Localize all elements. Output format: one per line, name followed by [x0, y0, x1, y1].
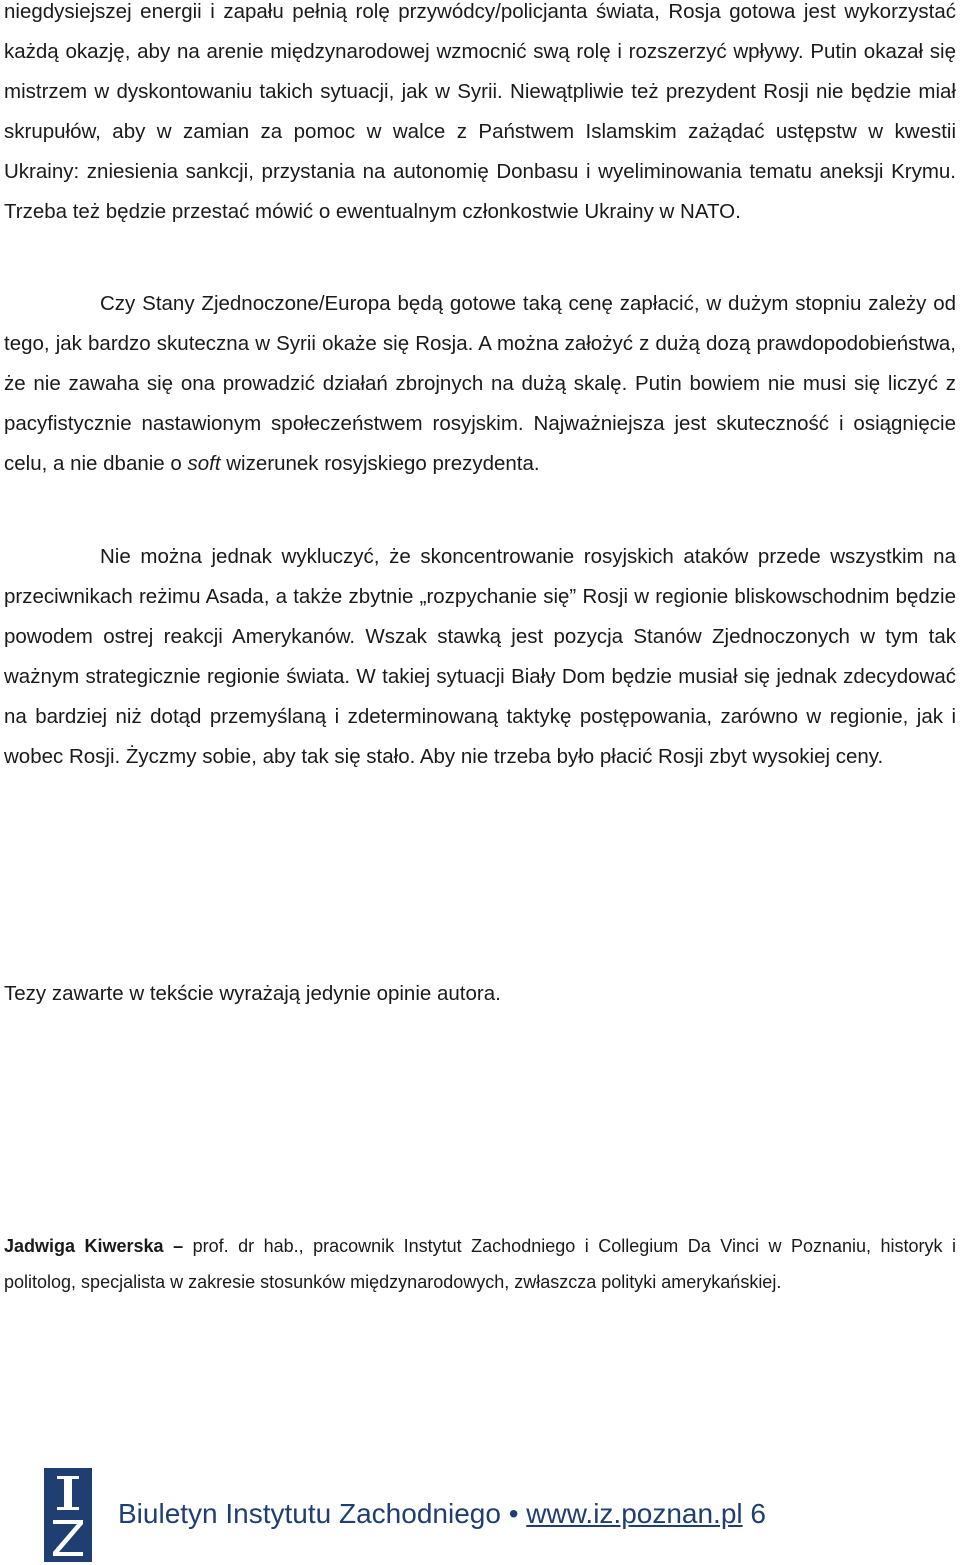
author-dash: –	[163, 1236, 193, 1256]
paragraph-2	[4, 284, 956, 484]
paragraph-2-italic: soft	[187, 452, 221, 475]
iz-logo-icon	[44, 1468, 92, 1562]
footer	[44, 1468, 924, 1562]
paragraph-2-text-end: wizerunek rosyjskiego prezydenta.	[220, 452, 540, 475]
paragraph-3: Nie można jednak wykluczyć, że skoncentrowanie rosyjskich ataków przede wszystkim na przeciwnikach reżimu Asada, a także zbytnie „rozpychanie się” Rosji w regionie bliskowschodnim będzie powodem ostrej reakcji Amerykanów. Wszak stawką jest pozycja Stanów Zjednoczonych w tym tak ważnym strategicznie regionie świata. W takiej sytuacji Biały Dom będzie musiał się jednak zdecydować na bardziej niż dotąd przemyślaną i zdeterminowaną taktykę postępowania, zarówno w regionie, jak i wobec Rosji. Życzmy sobie, aby tak się stało. Aby nie trzeba było płacić Rosji zbyt wysokiej ceny.	[4, 545, 956, 768]
institute-logo	[44, 1468, 92, 1562]
footer-separator: •	[500, 1498, 527, 1529]
website-link[interactable]: www.iz.poznan.pl	[526, 1498, 743, 1529]
author-description: prof. dr hab., pracownik Instytut Zachodniego i Collegium Da Vinci w Poznaniu, historyk i politolog, specjalista w zakresie stosunków międzynarodowych, zwłaszcza polityki amerykańskiej.	[4, 1236, 957, 1292]
publication-name: Biuletyn Instytutu Zachodniego	[118, 1498, 501, 1529]
author-bio	[4, 1228, 956, 1300]
author-name: Jadwiga Kiwerska	[4, 1236, 164, 1256]
footer-caption	[118, 1496, 766, 1532]
page-number: 6	[750, 1498, 766, 1529]
paragraph-2-text: Czy Stany Zjednoczone/Europa będą gotowe taką cenę zapłacić, w dużym stopniu zależy od tego, jak bardzo skuteczna w Syrii okaże się Rosja. A można założyć z dużą dozą prawdopodobieństwa, że nie zawaha się ona prowadzić działań zbrojnych na dużą skalę. Putin bowiem nie musi się liczyć z pacyfistycznie nastawionym społeczeństwem rosyjskim. Najważniejsza jest skuteczność i osiągnięcie celu, a nie dbanie o	[4, 292, 956, 475]
paragraph-1: niegdysiejszej energii i zapału pełnią rolę przywódcy/policjanta świata, Rosja gotowa jest wykorzystać każdą okazję, aby na arenie międzynarodowej wzmocnić swą rolę i rozszerzyć wpływy. Putin okazał się mistrzem w dyskontowaniu takich sytuacji, jak w Syrii. Niewątpliwie też prezydent Rosji nie będzie miał skrupułów, aby w zamian za pomoc w walce z Państwem Islamskim zażądać ustępstw w kwestii Ukrainy: zniesienia sankcji, przystania na autonomię Donbasu i wyeliminowania tematu aneksji Krymu. Trzeba też będzie przestać mówić o ewentualnym członkostwie Ukrainy w NATO.	[4, 0, 956, 223]
disclaimer: Tezy zawarte w tekście wyrażają jedynie opinie autora.	[4, 982, 501, 1005]
